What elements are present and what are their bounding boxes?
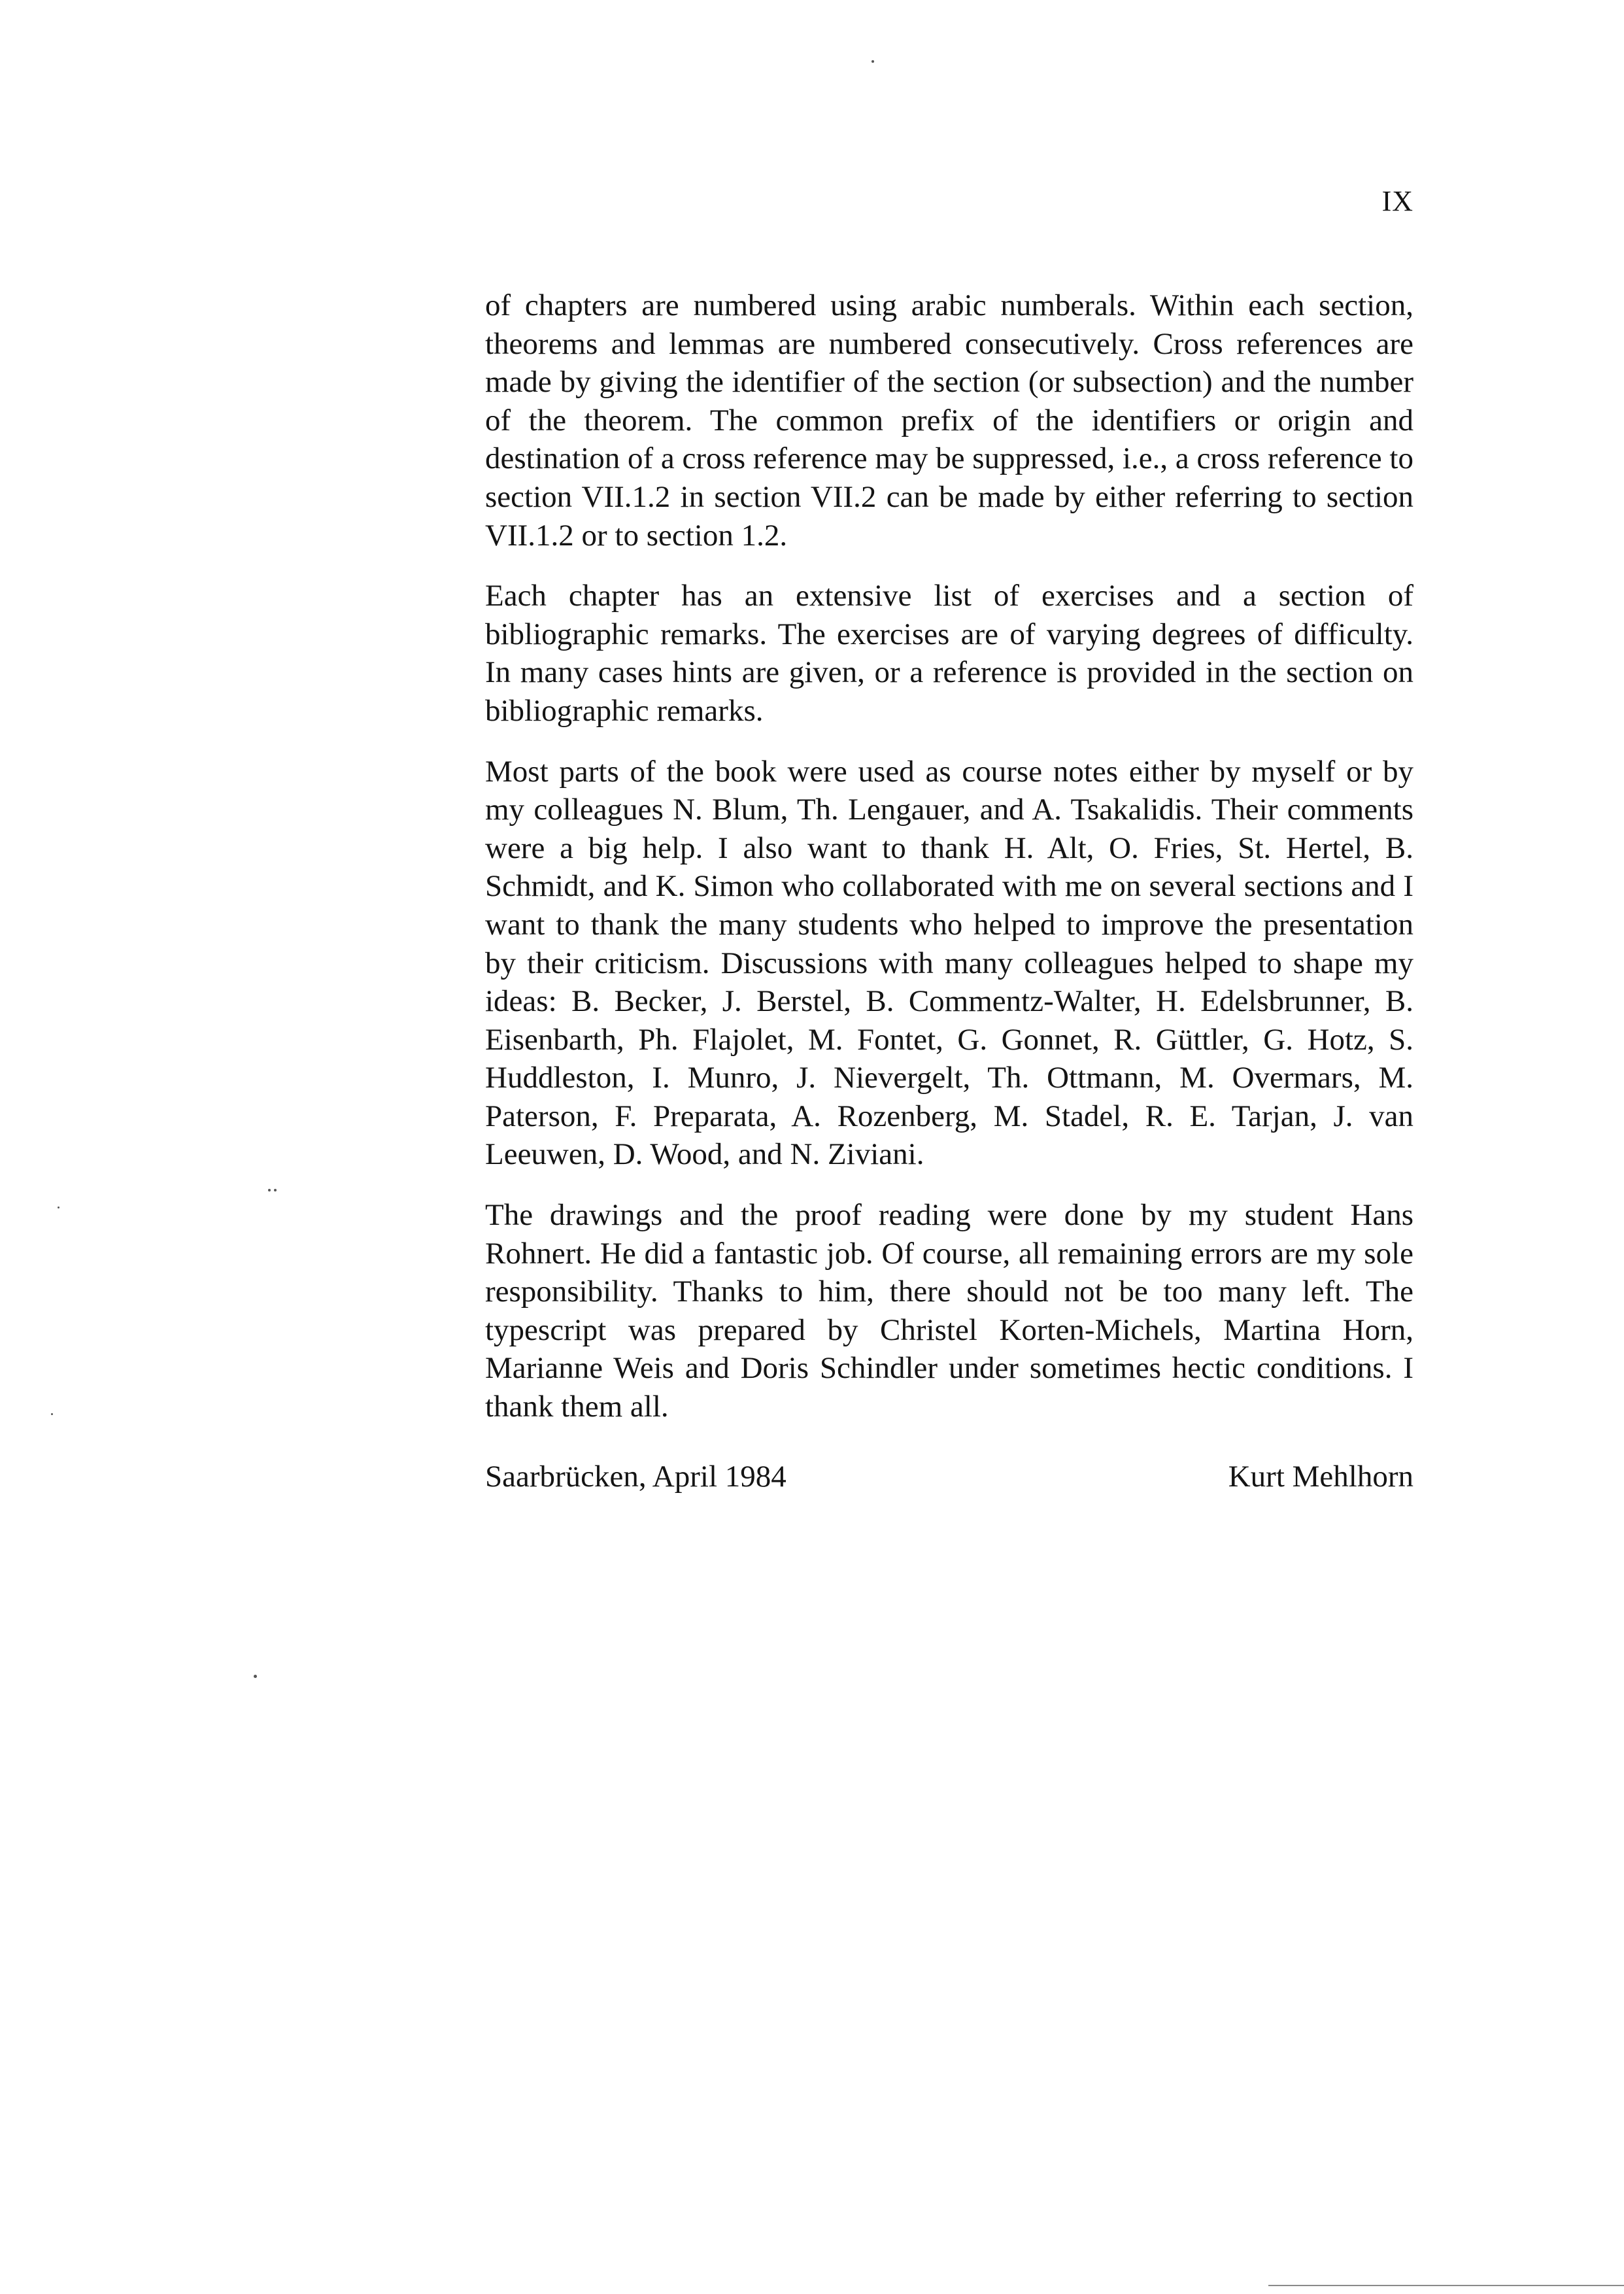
scan-speck (274, 1189, 277, 1191)
place-date: Saarbrücken, April 1984 (485, 1459, 787, 1494)
scan-speck (58, 1207, 59, 1208)
scan-speck (254, 1675, 257, 1678)
scan-speck (268, 1189, 271, 1191)
paragraph-acknowledgements: Most parts of the book were used as course notes either by myself or by my colleagues N. Blum, Th. Lengauer, and A. Tsakalidis. Their comments were a big help. I also want to thank H. Alt, O. Fries, St. Hertel, B. Schmidt, and K. Simon who collaborated with me on several sections and I want to thank the many students who helped to improve the presentation by their criticism. Discussions with many colleagues helped to shape my ideas: B. Becker, J. Berstel, B. Commentz-Walter, H. Edelsbrunner, B. Eisenbarth, Ph. Flajolet, M. Fontet, G. Gonnet, R. Güttler, G. Hotz, S. Huddleston, I. Munro, J. Nievergelt, Th. Ottmann, M. Overmars, M. Paterson, F. Preparata, A. Rozenberg, M. Stadel, R. E. Tarjan, J. van Leeuwen, D. Wood, and N. Ziviani. (485, 754, 1413, 1172)
signature-row (485, 1458, 1413, 1496)
author-name: Kurt Mehlhorn (1228, 1459, 1413, 1494)
paragraph-exercises: Each chapter has an extensive list of exercises and a section of bibliographic remarks. The exercises are of varying degrees of difficulty. In many cases hints are given, or a reference is provided in the section on bibliographic remarks. (485, 579, 1413, 728)
scan-edge-line (1268, 2285, 1624, 2286)
scan-speck (871, 60, 874, 63)
paragraph-typescript: The drawings and the proof reading were done by my student Hans Rohnert. He did a fantastic job. Of course, all remaining errors are my sole responsibility. Thanks to him, there should not be too many left. The typescript was prepared by Christel Korten-Michels, Martina Horn, Marianne Weis and Doris Schindler under sometimes hectic conditions. I thank them all. (485, 1198, 1413, 1424)
page-number: IX (1381, 185, 1413, 217)
paragraph-numbering: of chapters are numbered using arabic numberals. Within each section, theorems and lemmas are numbered consecutively. Cross references are made by giving the identifier of the section (or subsection) and the number of the theorem. The common prefix of the identifiers or origin and destination of a cross reference may be suppressed, i.e., a cross reference to section VII.1.2 in section VII.2 can be made by either referring to section VII.1.2 or to section 1.2. (485, 288, 1413, 553)
preface-body (485, 286, 1413, 1496)
scan-speck (51, 1413, 53, 1415)
